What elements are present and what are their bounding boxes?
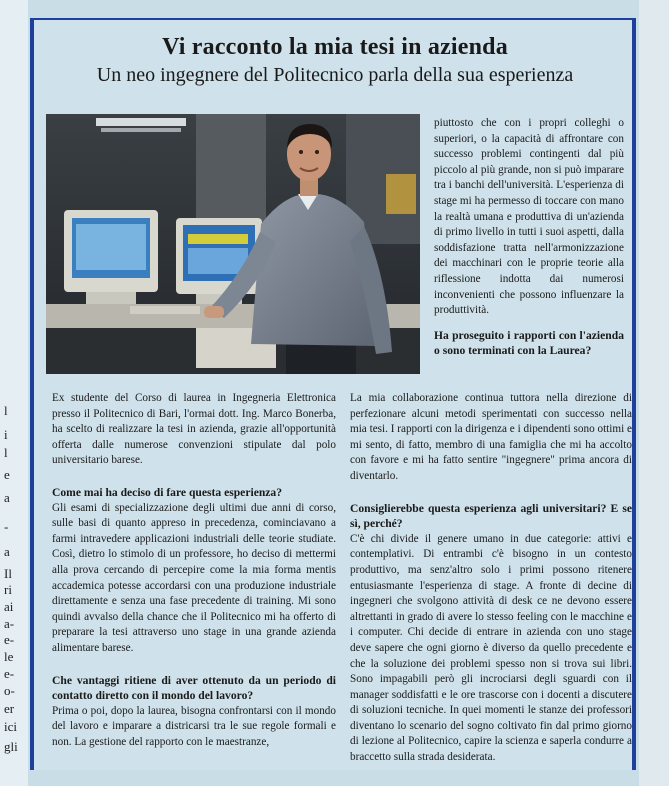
margin-fragment: a-	[4, 616, 15, 631]
question-vantaggi: Che vantaggi ritiene di aver ottenuto da un periodo di contatto diretto con il mondo del lavoro?	[52, 673, 336, 703]
photo-engineer-with-computers	[46, 114, 420, 374]
question-consiglierebbe: Consiglierebbe questa esperienza agli universitari? E se sì, perché?	[350, 501, 632, 531]
margin-fragment: le	[4, 649, 14, 664]
margin-fragment: ri	[4, 582, 12, 597]
margin-fragment: ai	[4, 599, 14, 614]
column-right-top	[434, 116, 624, 359]
margin-fragment: l	[4, 403, 8, 418]
margin-fragment: Il	[4, 566, 12, 581]
margin-fragment: ici	[4, 719, 17, 734]
answer-vantaggi: Prima o poi, dopo la laurea, bisogna confrontarsi con il mondo del lavoro e imparare a districarsi tra le sue regole formali e non. La gestione del rapporto con le maestranze,	[52, 704, 336, 748]
paragraph-continuation: piuttosto che con i propri colleghi o superiori, o la capacità di affrontare con successo problemi contingenti dal più piccolo al più grande, non si può imparare tra i banchi dell'università. L'esperienza di stage mi ha permesso di toccare con mano la realtà umana e produttiva di un'azienda di primo livello in tutti i suoi aspetti, dalla soddisfazione tratta nell'armonizzazione dei macchinari con le proprie teorie alla riflessione indotta dai numerosi inconvenienti che possono influenzare la produttività.	[434, 117, 624, 317]
left-margin-strip	[0, 0, 28, 786]
right-margin-strip	[639, 0, 669, 786]
answer-deciso: Gli esami di specializzazione degli ultimi due anni di corso, sulle basi di quanto appreso in precedenza, cominciavano a farmi intravedere applicazioni industriali delle teorie studiate. Così, dietro lo stimolo di un professore, ho deciso di mettermi alla prova cercando di percepire come la mia forma mentis accademica potesse accordarsi con una produzione industriale direttamente e senza una fase precedente di training. Mi sono quindi avvalso della chance che il Politecnico mi ha offerto di preparare la tesi attraverso uno stage in una grande azienda alimentare barese.	[52, 501, 336, 654]
margin-fragment: i	[4, 427, 8, 442]
question-rapporti: Ha proseguito i rapporti con l'azienda o sono terminati con la Laurea?	[434, 328, 624, 358]
margin-fragment: e-	[4, 666, 15, 681]
column-right	[350, 391, 632, 766]
answer-consiglierebbe: C'è chi divide il genere umano in due categorie: attivi e contemplativi. Di entrambi c'è bisogno in un contesto produttivo, ma senz'altro solo i primi possono ritenere entusiasmante l'esperienza di stage. A fronte di decine di ingegneri che svolgono attività di desk ce ne devono essere altrettanti in grado di avere lo stesso feeling con le macchine e i computer. Chi decide di entrare in azienda con uno stage deve sapere che ogni giorno è diverso da quello precedente e che la soluzione dei problemi spesso non si trova sui libri. Sono impagabili però gli incrociarsi degli sguardi con il manager soddisfatti e le ore trascorse con i docenti a discutere di soluzioni tecniche. In quei momenti le stanze dei professori diventano lo scenario del sogno coltivato fin dal primo giorno di lezione al Politecnico, capire la scienza e saperla condurre a braccetto sulla strada desiderata.	[350, 532, 632, 764]
answer-rapporti: La mia collaborazione continua tuttora nella direzione di perfezionare alcuni metodi sperimentati con successo nella mia tesi. I rapporti con la dirigenza e i dipendenti sono ottimi e mi sento, di fatto, membro di una famiglia che mi ha accolto con favore e mi ha fatto sentire "ingegnere" prima ancora di diventarlo.	[350, 392, 632, 482]
margin-fragment: er	[4, 701, 15, 716]
article-subtitle: Un neo ingegnere del Politecnico parla della sua esperienza	[96, 64, 574, 86]
margin-fragment: gli	[4, 739, 18, 754]
article-title: Vi racconto la mia tesi in azienda	[162, 34, 508, 60]
margin-fragment: a	[4, 490, 10, 505]
margin-fragment: -	[4, 519, 9, 534]
question-deciso: Come mai ha deciso di fare questa esperienza?	[52, 485, 283, 499]
margin-fragment: a	[4, 544, 10, 559]
margin-fragment: e-	[4, 632, 15, 647]
column-left	[52, 391, 336, 750]
intro-paragraph: Ex studente del Corso di laurea in Ingegneria Elettronica presso il Politecnico di Bari, l'ormai dott. Ing. Marco Bonerba, ha scelto di realizzare la tesi in azienda, grazie all'opportunità offerta dalle numerose convenzioni stipulate dal polo universitario barese.	[52, 392, 336, 467]
margin-fragment: l	[4, 445, 8, 460]
margin-fragment: o-	[4, 683, 15, 698]
margin-fragment: e	[4, 467, 10, 482]
